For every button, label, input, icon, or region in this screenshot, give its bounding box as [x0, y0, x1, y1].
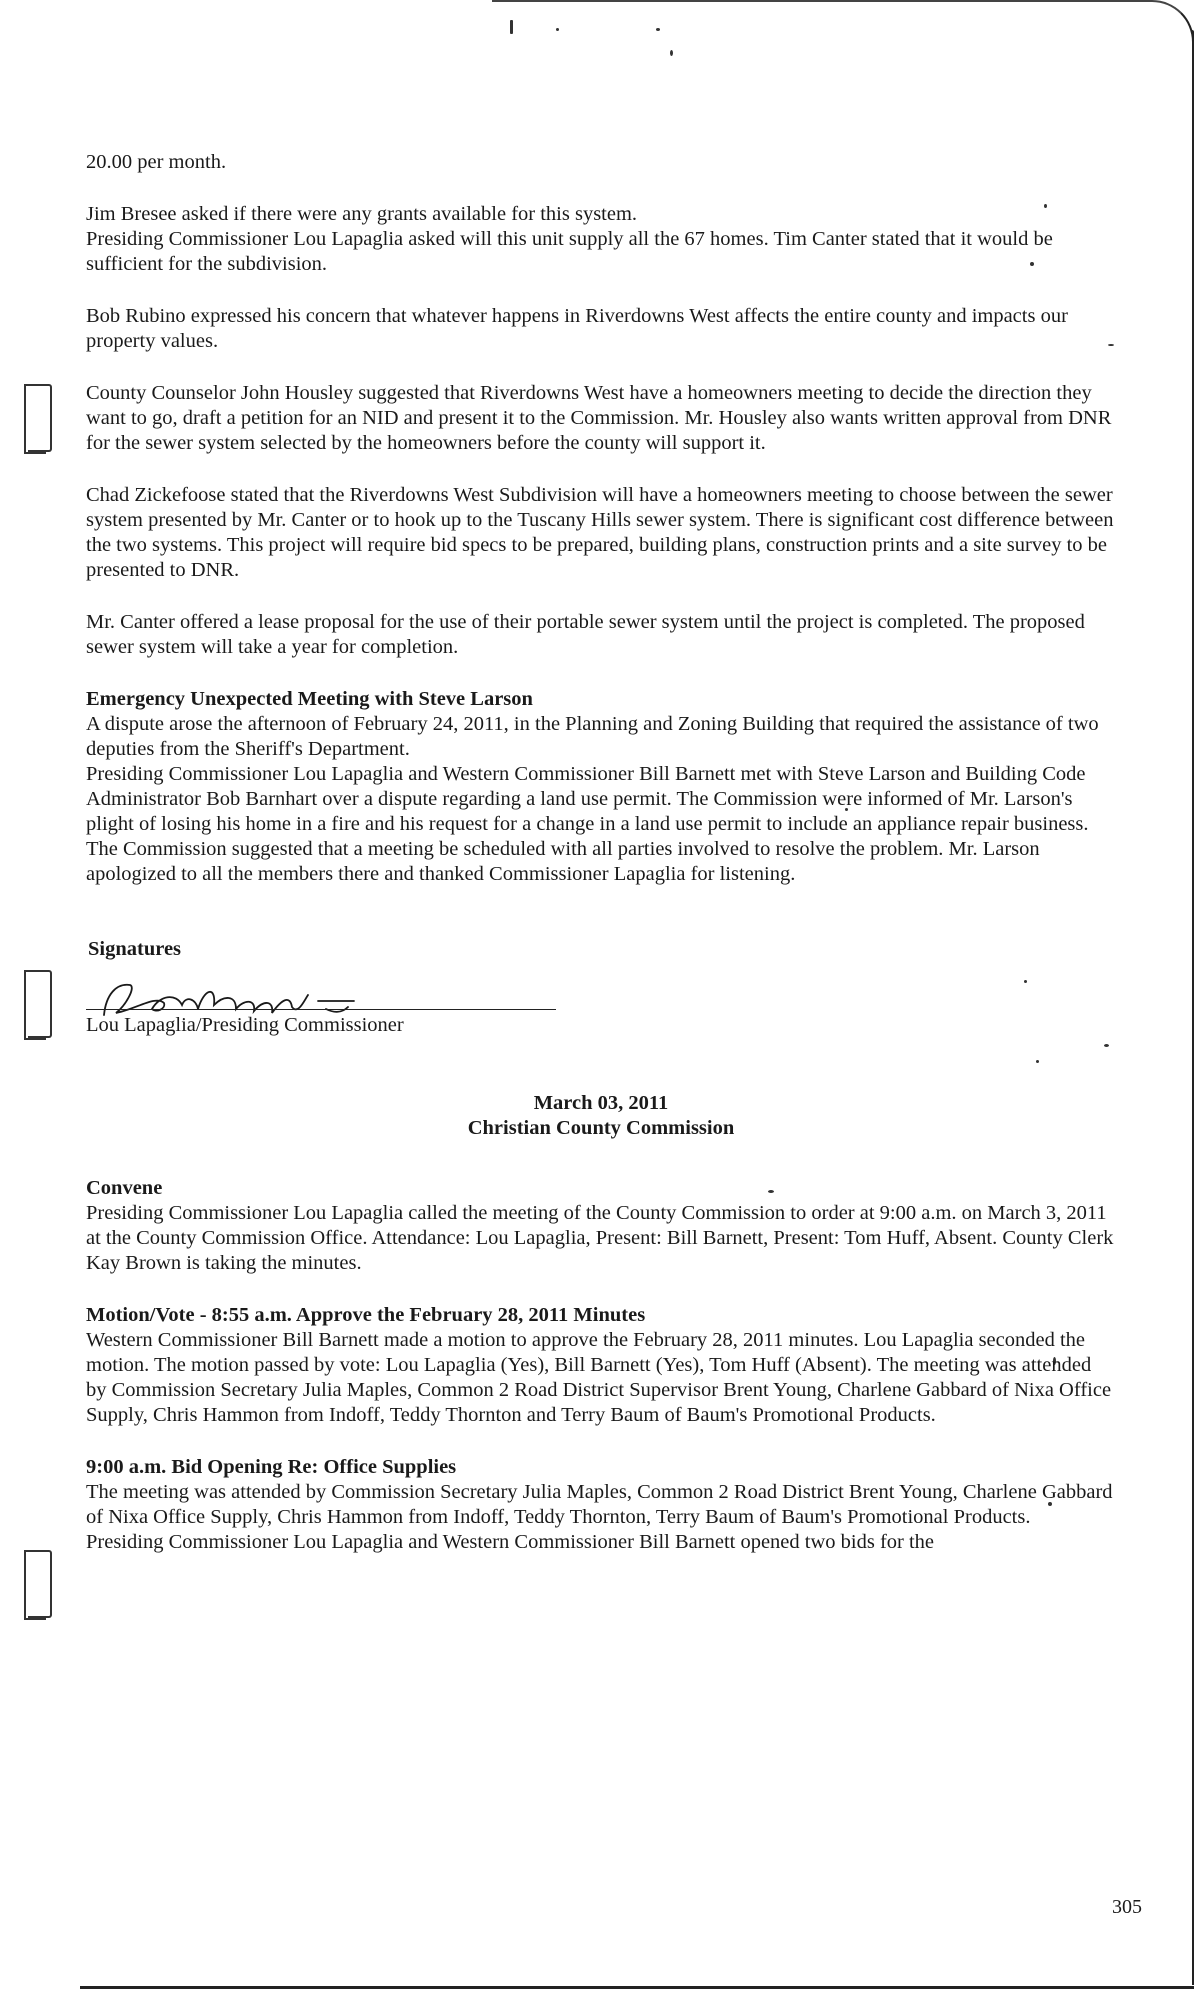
paragraph-larson-meeting: Presiding Commissioner Lou Lapaglia and Western Commissioner Bill Barnett met with Steve Larson and Building Code Administrator Bob Barnhart over a dispute regarding a land use permit. The Commission were informed of Mr. Larson's plight of losing his home in a fire and his request for a change in a land use permit to include an appliance repair business. The Commission suggested that a meeting be scheduled with all parties involved to resolve the problem. Mr. Larson apologized to all the members there and thanked Commissioner Lapaglia for listening. — [86, 763, 1089, 885]
binder-hole-3 — [28, 1550, 52, 1618]
paragraph-dispute: A dispute arose the afternoon of February 24, 2011, in the Planning and Zoning Building that required the assistance of two deputies from the Sheriff's Department. — [86, 713, 1099, 760]
section-motion-vote — [86, 1303, 1116, 1428]
section-heading: Emergency Unexpected Meeting with Steve Larson — [86, 688, 533, 710]
signature-block — [86, 937, 1116, 1057]
section-heading: Convene — [86, 1177, 163, 1199]
section-heading: 9:00 a.m. Bid Opening Re: Office Supplies — [86, 1456, 457, 1478]
section-heading: Motion/Vote - 8:55 a.m. Approve the February 28, 2011 Minutes — [86, 1304, 646, 1326]
paragraph-convene: Presiding Commissioner Lou Lapaglia called the meeting of the County Commission to order at 9:00 a.m. on March 3, 2011 at the County Commission Office. Attendance: Lou Lapaglia, Present: Bill Barnett, Present: Tom Huff, Absent. County Clerk Kay Brown is taking the minutes. — [86, 1202, 1114, 1274]
binder-hole-2 — [28, 970, 52, 1038]
signature-caption: Lou Lapaglia/Presiding Commissioner — [86, 1014, 404, 1036]
paragraph-lapaglia-question: Presiding Commissioner Lou Lapaglia asked will this unit supply all the 67 homes. Tim Canter stated that it would be sufficient for the subdivision. — [86, 228, 1053, 275]
paragraph-motion: Western Commissioner Bill Barnett made a motion to approve the February 28, 2011 minutes. Lou Lapaglia seconded the motion. The motion passed by vote: Lou Lapaglia (Yes), Bill Barnett (Yes), Tom Huff (Absent). The meeting was attended by Commission Secretary Julia Maples, Common 2 Road District Supervisor Brent Young, Charlene Gabbard of Nixa Office Supply, Chris Hammon from Indoff, Teddy Thornton and Terry Baum of Baum's Promotional Products. — [86, 1329, 1112, 1426]
section-bid-opening — [86, 1455, 1116, 1555]
minutes-body — [86, 150, 1116, 1555]
paragraph-bid-attendance: The meeting was attended by Commission Secretary Julia Maples, Common 2 Road District Brent Young, Charlene Gabbard of Nixa Office Supply, Chris Hammon from Indoff, Teddy Thornton, Terry Baum of Baum's Promotional Products. — [86, 1481, 1113, 1528]
paragraph-zickefoose: Chad Zickefoose stated that the Riverdowns West Subdivision will have a homeowners meeting to choose between the sewer system presented by Mr. Canter or to hook up to the Tuscany Hills sewer system. There is significant cost difference between the two systems. This project will require bid specs to be prepared, building plans, construction prints and a site survey to be presented to DNR. — [86, 484, 1114, 581]
paragraph-per-month: 20.00 per month. — [86, 151, 227, 173]
meeting-date: March 03, 2011 — [533, 1092, 669, 1114]
scan-speck — [556, 28, 559, 31]
signatures-heading: Signatures — [88, 938, 182, 960]
paragraph-housley: County Counselor John Housley suggested that Riverdowns West have a homeowners meeting to decide the direction they want to go, draft a petition for an NID and present it to the Commission. Mr. Housley also wants written approval from DNR for the sewer system selected by the homeowners before the county will support it. — [86, 382, 1112, 454]
signature-line — [86, 1009, 556, 1010]
commission-name: Christian County Commission — [467, 1117, 735, 1139]
paragraph-canter: Mr. Canter offered a lease proposal for the use of their portable sewer system until the project is completed. The proposed sewer system will take a year for completion. — [86, 611, 1085, 658]
section-convene — [86, 1176, 1116, 1276]
scan-speck — [670, 50, 673, 56]
scan-edge-bottom — [80, 1986, 1194, 1989]
page-number: 305 — [1112, 1896, 1142, 1918]
scan-edge-right — [1192, 30, 1194, 1985]
section-emergency-meeting — [86, 687, 1116, 887]
scan-speck — [510, 20, 513, 34]
scan-speck — [656, 28, 660, 31]
meeting-header — [86, 1091, 1116, 1141]
paragraph-bid-opened: Presiding Commissioner Lou Lapaglia and Western Commissioner Bill Barnett opened two bids for the — [86, 1531, 935, 1553]
paragraph-bresee: Jim Bresee asked if there were any grants available for this system. — [86, 203, 638, 225]
scan-edge-top — [492, 0, 1194, 42]
paragraph-rubino: Bob Rubino expressed his concern that whatever happens in Riverdowns West affects the entire county and impacts our property values. — [86, 305, 1068, 352]
binder-hole-1 — [28, 384, 52, 452]
